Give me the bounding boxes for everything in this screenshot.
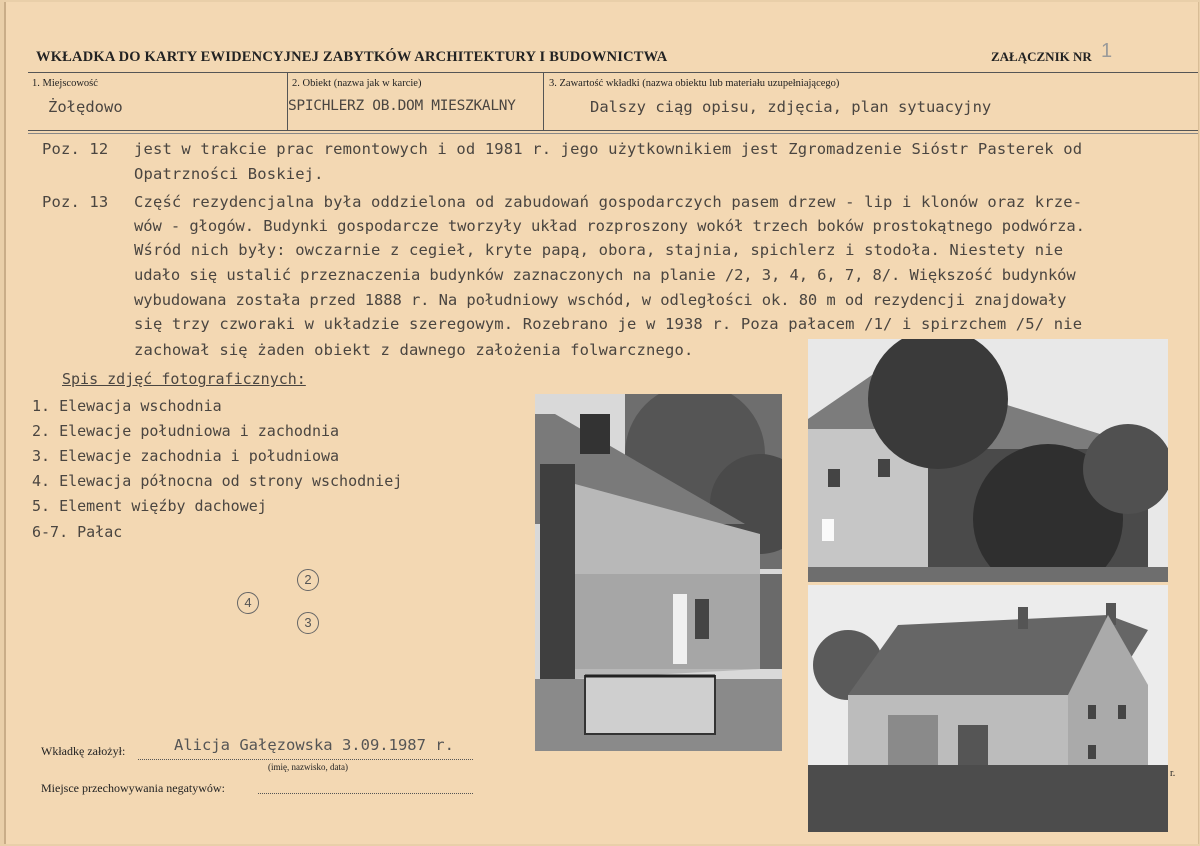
photo-list-item: 2. Elewacje południowa i zachodnia [32, 422, 340, 440]
circled-number-3: 3 [297, 612, 319, 634]
grid-divider-2 [543, 72, 544, 130]
poz12-line: Opatrzności Boskiej. [134, 165, 324, 183]
poz13-line: udało się ustalić przeznaczenia budynków zaznaczonych na planie /2, 3, 4, 6, 7, 8/. Większość budynków [134, 266, 1076, 284]
photo-list-item: 4. Elewacja północna od strony wschodniej [32, 472, 403, 490]
poz13-line: się trzy czworaki w układzie szeregowym. Rozebrano je w 1938 r. Poza pałacem /1/ i spirzchem /5/ nie [134, 315, 1083, 333]
contents-value: Dalszy ciąg opisu, zdjęcia, plan sytuacyjny [590, 98, 992, 116]
poz12-label: Poz. 12 [42, 140, 109, 158]
attachment-number: 1 [1101, 40, 1113, 62]
photo-granary-gable [535, 394, 782, 751]
photo-granary-full [808, 585, 1168, 832]
photo-building-side [808, 339, 1168, 582]
locality-label: 1. Miejscowość [32, 78, 98, 89]
circled-number-4: 4 [237, 592, 259, 614]
poz13-line: wów - głogów. Budynki gospodarcze tworzyły układ rozproszony wokół trzech boków prostokątnego podwórza. [134, 217, 1085, 235]
poz13-line: Część rezydencjalna była oddzielona od zabudowań gospodarczych pasem drzew - lip i klonów oraz krze- [134, 193, 1083, 211]
inserted-by-signature: Alicja Gałęzowska 3.09.1987 r. [174, 736, 454, 754]
trailing-mark: r. [1170, 768, 1176, 779]
object-value: SPICHLERZ OB.DOM MIESZKALNY [288, 98, 516, 114]
circled-number-2: 2 [297, 569, 319, 591]
grid-line-bottom [28, 130, 1198, 131]
contents-label: 3. Zawartość wkładki (nazwa obiektu lub materiału uzupełniającego) [549, 78, 840, 89]
object-label: 2. Obiekt (nazwa jak w karcie) [292, 78, 422, 89]
photo-list-item: 3. Elewacje zachodnia i południowa [32, 447, 340, 465]
card-title: WKŁADKA DO KARTY EWIDENCYJNEJ ZABYTKÓW ARCHITEKTURY I BUDOWNICTWA [36, 49, 668, 65]
poz13-line: zachował się żaden obiekt z dawnego założenia folwarcznego. [134, 341, 694, 359]
record-card [4, 2, 1199, 844]
photo-list-item: 5. Element więźby dachowej [32, 497, 267, 515]
locality-value: Żołędowo [48, 98, 123, 116]
photo-list-item: 6-7. Pałac [32, 523, 123, 541]
inserted-by-label: Wkładkę założył: [41, 744, 126, 758]
poz13-line: Wśród nich były: owczarnie z cegieł, kryte papą, obora, stajnia, spichlerz i stodoła. Niestety nie [134, 241, 1064, 259]
negatives-label: Miejsce przechowywania negatywów: [41, 781, 225, 795]
attachment-label: ZAŁĄCZNIK NR [991, 49, 1092, 64]
inserted-by-dotline [138, 759, 473, 760]
negatives-dotline [258, 793, 473, 794]
photo-list-item: 1. Elewacja wschodnia [32, 397, 222, 415]
inserted-by-hint: (imię, nazwisko, data) [268, 762, 348, 772]
grid-line-bottom-2 [28, 133, 1198, 134]
poz13-label: Poz. 13 [42, 193, 109, 211]
grid-line-top [28, 72, 1198, 73]
poz13-line: wybudowana została przed 1888 r. Na południowy wschód, w odległości ok. 80 m od rezydencji znajdowały [134, 291, 1067, 309]
poz12-line: jest w trakcie prac remontowych i od 1981 r. jego użytkownikiem jest Zgromadzenie Sióstr Pasterek od [134, 140, 1083, 158]
photo-list-heading: Spis zdjęć fotograficznych: [62, 370, 306, 388]
